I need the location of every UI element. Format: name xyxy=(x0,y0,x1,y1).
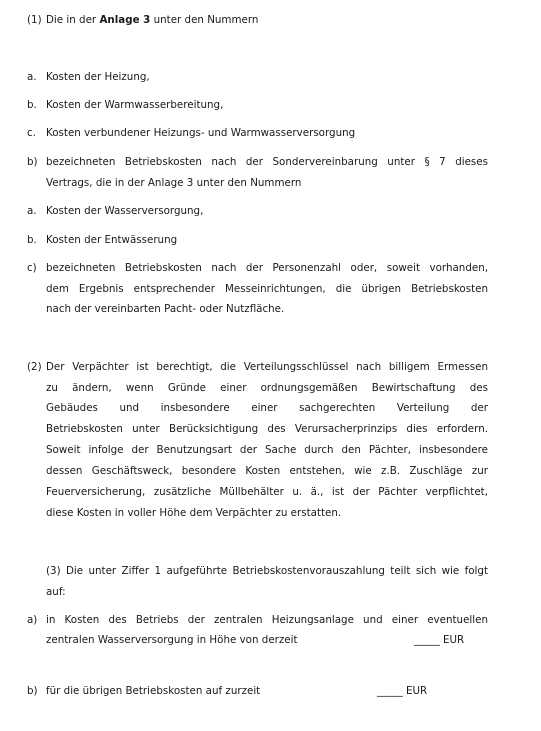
paragraph-2-line: dessen Geschäftsweck, besondere Kosten entstehen, wie z.B. Zuschläge zur xyxy=(46,465,488,477)
paragraph-1-post: unter den Nummern xyxy=(150,14,259,26)
item-b3-line: für die übrigen Betriebskosten auf zurzeit xyxy=(46,685,261,697)
list-marker: a. xyxy=(27,205,37,217)
paragraph-2-line: Gebäudes und insbesondere einer sachgerechten Verteilung der xyxy=(46,402,488,414)
paragraph-1-number: (1) xyxy=(27,14,42,26)
item-b-marker: b) xyxy=(27,156,38,168)
list-item: Kosten der Entwässerung xyxy=(46,234,178,246)
item-c-marker: c) xyxy=(27,262,37,274)
paragraph-3-line: (3) Die unter Ziffer 1 aufgeführte Betriebskostenvorauszahlung teilt sich wie folgt xyxy=(46,565,488,577)
list-marker: a. xyxy=(27,71,37,83)
paragraph-1-text xyxy=(46,14,258,26)
item-c-line: dem Ergebnis entsprechender Messeinrichtungen, die übrigen Betriebskosten xyxy=(46,283,488,295)
paragraph-1-bold: Anlage 3 xyxy=(99,14,151,26)
paragraph-2-line: Soweit infolge der Benutzungsart der Sache durch den Pächter, insbesondere xyxy=(46,444,488,456)
paragraph-3-line: auf: xyxy=(46,586,66,598)
paragraph-2-line: Der Verpächter ist berechtigt, die Verteilungsschlüssel nach billigem Ermessen xyxy=(46,361,488,373)
paragraph-2-line: diese Kosten in voller Höhe dem Verpächter zu erstatten. xyxy=(46,507,342,519)
item-c-line: nach der vereinbarten Pacht- oder Nutzfläche. xyxy=(46,303,285,315)
item-b-line: bezeichneten Betriebskosten nach der Sondervereinbarung unter § 7 dieses xyxy=(46,156,488,168)
paragraph-2-line: Betriebskosten unter Berücksichtigung des Verursacherprinzips dies erfordern. xyxy=(46,423,488,435)
list-item: Kosten der Wasserversorgung, xyxy=(46,205,204,217)
list-marker: c. xyxy=(27,127,36,139)
paragraph-2-line: Feuerversicherung, zusätzliche Müllbehälter u. ä., ist der Pächter verpflichtet, xyxy=(46,486,488,498)
list-item: Kosten der Warmwasserbereitung, xyxy=(46,99,224,111)
item-a3-line: in Kosten des Betriebs der zentralen Heizungsanlage und einer eventuellen xyxy=(46,614,488,626)
paragraph-2-line: zu ändern, wenn Gründe einer ordnungsgemäßen Bewirtschaftung des xyxy=(46,382,488,394)
amount-field: _____ EUR xyxy=(414,634,465,646)
list-marker: b. xyxy=(27,234,37,246)
list-marker: b. xyxy=(27,99,37,111)
item-b-line: Vertrags, die in der Anlage 3 unter den Nummern xyxy=(46,177,302,189)
amount-field: _____ EUR xyxy=(377,685,428,697)
item-a3-line: zentralen Wasserversorgung in Höhe von derzeit xyxy=(46,634,298,646)
item-a3-marker: a) xyxy=(27,614,38,626)
item-b3-marker: b) xyxy=(27,685,38,697)
item-c-line: bezeichneten Betriebskosten nach der Personenzahl oder, soweit vorhanden, xyxy=(46,262,488,274)
list-item: Kosten verbundener Heizungs- und Warmwasserversorgung xyxy=(46,127,356,139)
paragraph-2-number: (2) xyxy=(27,361,42,373)
list-item: Kosten der Heizung, xyxy=(46,71,150,83)
paragraph-1-pre: Die in der xyxy=(46,14,100,26)
